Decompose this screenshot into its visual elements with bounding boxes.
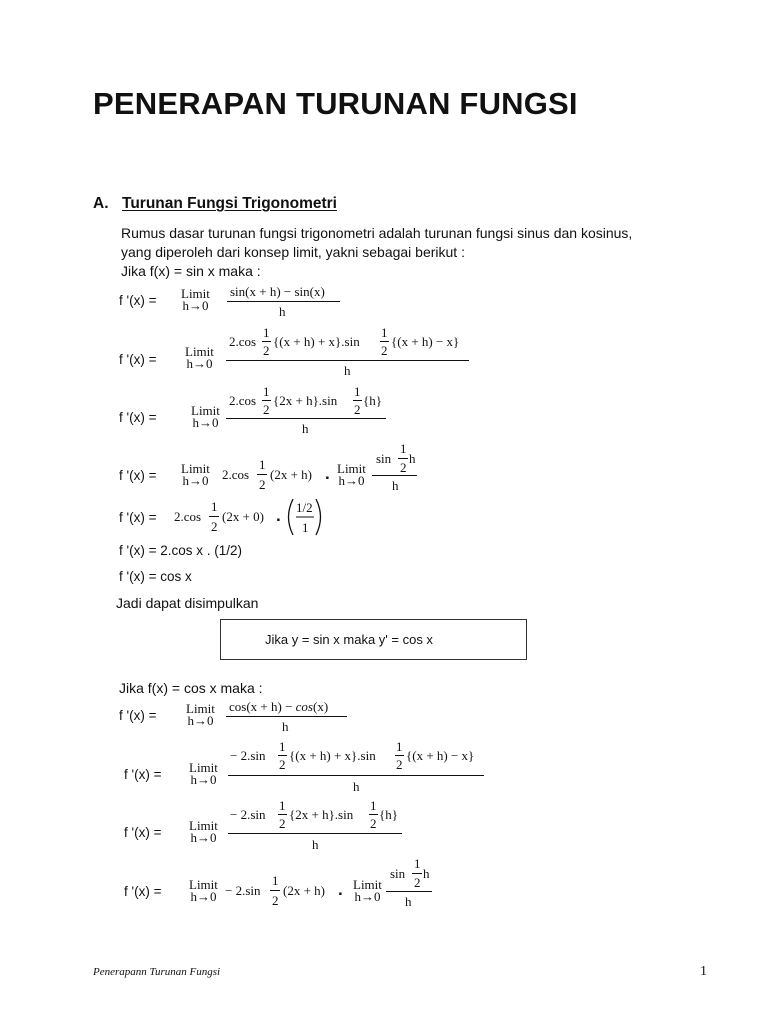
limit-sub: h→0: [354, 889, 381, 904]
page-number: 1: [700, 964, 707, 979]
section-letter: A.: [93, 195, 109, 212]
limit-sub: h→0: [190, 830, 217, 845]
numerator: [229, 699, 328, 715]
frac-one: 1: [259, 457, 266, 472]
limit-notation: [353, 879, 382, 903]
term-b: (2x + h): [270, 467, 312, 482]
lhs-label: f '(x) =: [124, 884, 162, 899]
half-bar: [353, 400, 362, 401]
denominator: h: [312, 837, 319, 852]
multiply-dot: .: [276, 506, 281, 525]
denominator: h: [405, 894, 412, 909]
frac-two: 2: [279, 816, 286, 831]
num-italic-cos: cos: [295, 699, 313, 714]
num-part-b: {2x + h}.sin: [289, 807, 354, 822]
limit-word: Limit: [189, 818, 218, 833]
limit-notation: [181, 288, 210, 312]
term-b: (2x + 0): [222, 509, 264, 524]
num-part-b: {2x + h}.sin: [273, 393, 338, 408]
frac-one: 1: [381, 325, 388, 340]
limit-notation: [337, 463, 366, 487]
footer-title: Penerapann Turunan Fungsi: [93, 966, 221, 978]
jika-cos-line: Jika f(x) = cos x maka :: [119, 680, 263, 696]
num-part-c: {h}: [363, 393, 382, 408]
limit-notation: [189, 820, 218, 844]
term-a: 2.cos: [174, 509, 202, 524]
frac-two: 2: [279, 757, 286, 772]
limit-sub: h→0: [338, 473, 365, 488]
sin-arg: h: [423, 866, 430, 881]
conclusion-label: Jadi dapat disimpulkan: [116, 595, 259, 611]
limit-word: Limit: [186, 701, 215, 716]
num-part: (x): [313, 699, 329, 714]
frac-two: 2: [396, 757, 403, 772]
sin-term: sin: [390, 866, 406, 881]
fraction-bar: [386, 891, 432, 892]
fraction-bar: [228, 775, 484, 776]
num-part-b: {(x + h) + x}.sin: [273, 334, 360, 349]
lhs-label: f '(x) =: [119, 410, 157, 425]
lhs-label: f '(x) =: [124, 767, 162, 782]
intro-line-2: yang diperoleh dari konsep limit, yakni sebagai berikut :: [121, 244, 465, 260]
frac-numerator: 1/2: [296, 500, 313, 515]
frac-two: 2: [211, 519, 218, 534]
half-bar: [209, 516, 219, 517]
limit-sub: h→0: [187, 713, 214, 728]
half-bar: [369, 814, 378, 815]
intro-line-1: Rumus dasar turunan fungsi trigonometri adalah turunan fungsi sinus dan kosinus,: [121, 225, 633, 241]
denominator: h: [392, 478, 399, 493]
half-bar: [262, 341, 271, 342]
sin-arg: h: [409, 451, 416, 466]
limit-sub: h→0: [182, 298, 209, 313]
frac-one: 1: [396, 739, 403, 754]
limit-word: Limit: [189, 877, 218, 892]
frac-one: 1: [279, 739, 286, 754]
denominator: h: [353, 779, 360, 794]
frac-two: 2: [381, 343, 388, 358]
num-part-a: − 2.sin: [230, 807, 266, 822]
frac-two: 2: [370, 816, 377, 831]
fraction-bar: [226, 716, 347, 717]
term-a: 2.cos: [222, 467, 250, 482]
frac-one: 1: [272, 873, 279, 888]
numerator: sin(x + h) − sin(x): [230, 284, 325, 299]
num-part-c: {(x + h) − x}: [391, 334, 460, 349]
limit-notation: [181, 463, 210, 487]
fraction-bar: [372, 475, 417, 476]
lhs-label: f '(x) =: [124, 825, 162, 840]
limit-word: Limit: [181, 461, 210, 476]
frac-two: 2: [354, 402, 361, 417]
denominator: h: [282, 719, 289, 734]
right-paren: [316, 499, 321, 535]
frac-two: 2: [272, 893, 279, 908]
lhs-label: f '(x) =: [119, 468, 157, 483]
half-bar: [278, 814, 287, 815]
frac-one: 1: [400, 441, 407, 456]
limit-word: Limit: [191, 403, 220, 418]
limit-notation: [189, 879, 218, 903]
half-bar: [395, 755, 404, 756]
limit-sub: h→0: [182, 473, 209, 488]
denominator: h: [344, 363, 351, 378]
left-paren: [289, 499, 294, 535]
lhs-label: f '(x) =: [119, 293, 157, 308]
num-part-a: 2.cos: [229, 334, 257, 349]
sin-term: sin: [376, 451, 392, 466]
frac-denominator: 1: [302, 520, 309, 535]
frac-two: 2: [400, 460, 407, 475]
limit-sub: h→0: [190, 889, 217, 904]
sin-step-7: f '(x) = cos x: [119, 569, 192, 584]
num-part-b: {(x + h) + x}.sin: [289, 748, 376, 763]
frac-one: 1: [354, 384, 361, 399]
frac-two: 2: [259, 477, 266, 492]
half-bar: [262, 400, 271, 401]
num-part-a: 2.cos: [229, 393, 257, 408]
half-bar: [278, 755, 287, 756]
term-a: − 2.sin: [225, 883, 261, 898]
num-part-c: {h}: [379, 807, 398, 822]
half-bar: [270, 890, 280, 891]
limit-notation: [189, 762, 218, 786]
frac-one: 1: [414, 856, 421, 871]
frac-one: 1: [279, 798, 286, 813]
lhs-label: f '(x) =: [119, 352, 157, 367]
fraction-bar: [227, 301, 340, 302]
jika-sin-line: Jika f(x) = sin x maka :: [121, 263, 261, 279]
denominator: h: [302, 421, 309, 436]
denominator: h: [279, 304, 286, 319]
limit-word: Limit: [337, 461, 366, 476]
lhs-label: f '(x) =: [119, 510, 157, 525]
multiply-dot: .: [338, 880, 343, 899]
lhs-label: f '(x) =: [119, 708, 157, 723]
frac-two: 2: [414, 875, 421, 890]
frac-two: 2: [263, 343, 270, 358]
page-title: PENERAPAN TURUNAN FUNGSI: [93, 86, 578, 121]
frac-two: 2: [263, 402, 270, 417]
limit-notation: [191, 405, 220, 429]
half-bar: [398, 458, 408, 459]
half-bar: [412, 873, 422, 874]
multiply-dot: .: [325, 464, 330, 483]
limit-word: Limit: [185, 344, 214, 359]
sin-step-6: f '(x) = 2.cos x . (1/2): [119, 543, 242, 558]
half-bar: [257, 474, 267, 475]
num-part-c: {(x + h) − x}: [406, 748, 475, 763]
fraction-bar: [226, 360, 469, 361]
limit-sub: h→0: [192, 415, 219, 430]
limit-notation: [185, 346, 214, 370]
frac-one: 1: [263, 325, 270, 340]
limit-notation: [186, 703, 215, 727]
limit-word: Limit: [189, 760, 218, 775]
num-part-a: − 2.sin: [230, 748, 266, 763]
term-b: (2x + h): [283, 883, 325, 898]
limit-sub: h→0: [190, 772, 217, 787]
section-title: Turunan Fungsi Trigonometri: [122, 195, 337, 212]
fraction-bar: [226, 418, 386, 419]
frac-one: 1: [370, 798, 377, 813]
half-bar: [380, 341, 389, 342]
limit-word: Limit: [181, 286, 210, 301]
limit-sub: h→0: [186, 356, 213, 371]
num-part: cos(x + h) −: [229, 699, 296, 714]
conclusion-text: Jika y = sin x maka y' = cos x: [265, 632, 433, 647]
limit-word: Limit: [353, 877, 382, 892]
frac-one: 1: [263, 384, 270, 399]
fraction-bar: [228, 833, 402, 834]
frac-one: 1: [211, 499, 218, 514]
